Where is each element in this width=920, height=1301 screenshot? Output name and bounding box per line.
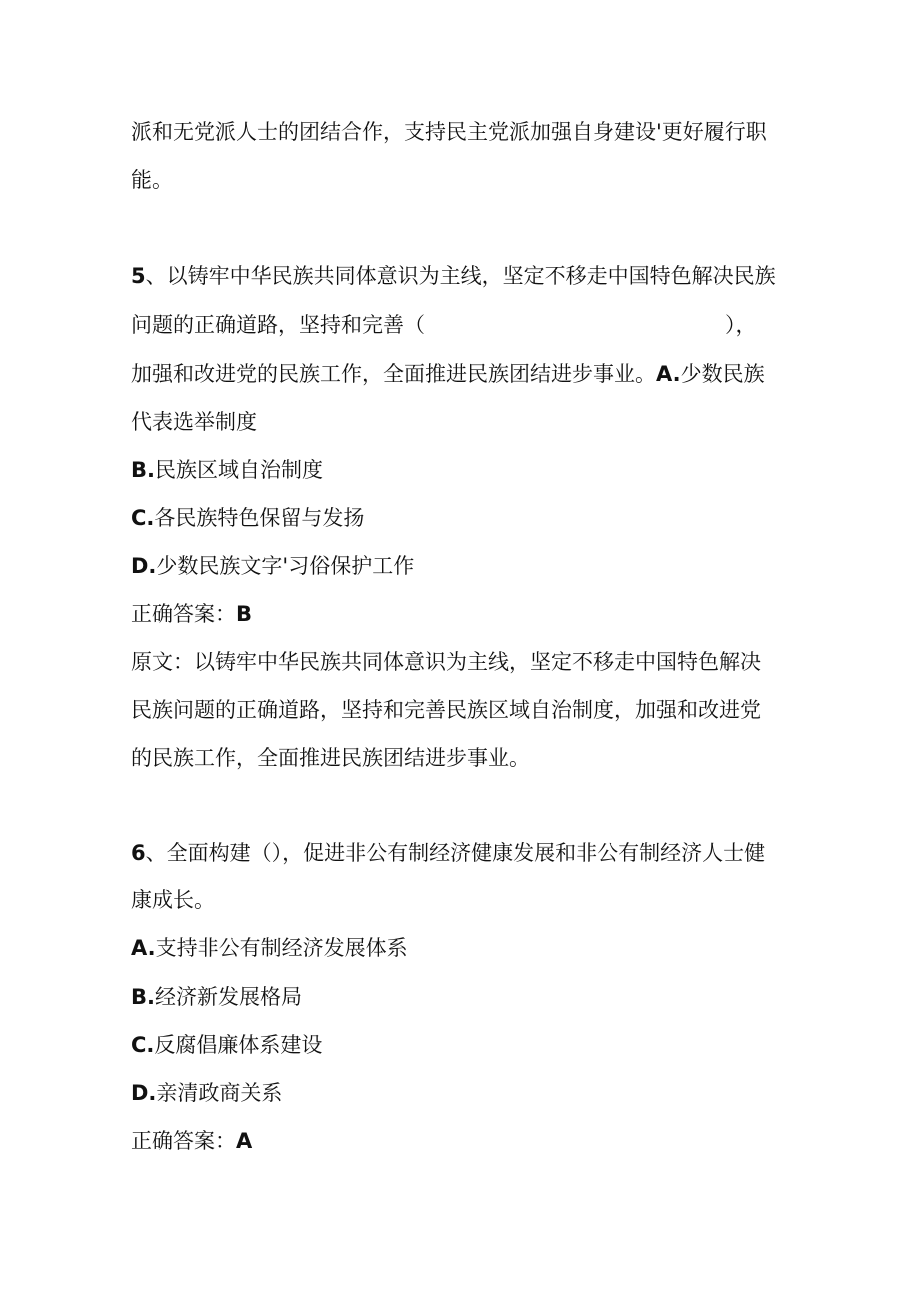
q6-answer-value: A — [236, 1129, 253, 1153]
q6-option-d — [131, 1079, 801, 1107]
q6-option-d-text: 亲清政商关系 — [156, 1081, 283, 1105]
q5-source-line-1: 原文：以铸牢中华民族共同体意识为主线，坚定不移走中国特色解决 — [131, 650, 761, 674]
q6-option-a — [131, 934, 801, 962]
q5-option-a-text-1: 少数民族 — [680, 362, 765, 386]
q5-source-line-3: 的民族工作，全面推进民族团结进步事业。 — [131, 746, 530, 770]
q6-option-d-letter: D. — [131, 1081, 157, 1105]
q5-stem-text-3: 加强和改进党的民族工作，全面推进民族团结进步事业。 — [131, 362, 656, 386]
q5-option-b — [131, 456, 801, 484]
q6-option-b-text: 经济新发展格局 — [154, 985, 302, 1009]
q6-stem-line-1 — [131, 839, 801, 867]
q5-option-c — [131, 504, 801, 532]
q5-option-a-letter: A. — [656, 362, 681, 386]
q5-stem-text-2a: 问题的正确道路，坚持和完善（ — [131, 313, 425, 337]
q5-option-a-line-2: 代表选举制度 — [131, 410, 257, 434]
q5-answer-value: B — [236, 602, 253, 626]
q5-stem-line-2 — [131, 311, 801, 339]
q5-stem-text-2b: ）， — [725, 313, 757, 337]
q5-answer — [131, 600, 801, 628]
q5-stem-text-1: 、以铸牢中华民族共同体意识为主线，坚定不移走中国特色解决民族 — [145, 264, 776, 288]
q5-option-b-text: 民族区域自治制度 — [154, 458, 323, 482]
q5-option-b-letter: B. — [131, 458, 155, 482]
intro-line-1: 派和无党派人士的团结合作，支持民主党派加强自身建设'更好履行职 — [131, 120, 767, 144]
q6-option-a-letter: A. — [131, 936, 156, 960]
intro-line-2: 能。 — [131, 168, 173, 192]
q5-option-d-text: 少数民族文字'习俗保护工作 — [156, 554, 415, 578]
q5-number: 5 — [131, 264, 146, 288]
q6-stem-line-2: 康成长。 — [131, 888, 215, 912]
q5-option-d — [131, 552, 801, 580]
q5-stem-line-1 — [131, 262, 801, 290]
q5-answer-label: 正确答案： — [131, 602, 236, 626]
q6-option-b-letter: B. — [131, 985, 155, 1009]
q5-source-line-2: 民族问题的正确道路，坚持和完善民族区域自治制度，加强和改进党 — [131, 698, 761, 722]
q6-stem-text-1: 、全面构建（），促进非公有制经济健康发展和非公有制经济人士健 — [145, 841, 766, 865]
q5-option-c-text: 各民族特色保留与发扬 — [154, 506, 365, 530]
q6-number: 6 — [131, 841, 146, 865]
q5-stem-line-3 — [131, 360, 801, 388]
q5-option-d-letter: D. — [131, 554, 157, 578]
q6-answer — [131, 1127, 801, 1155]
q5-option-c-letter: C. — [131, 506, 155, 530]
q6-option-a-text: 支持非公有制经济发展体系 — [155, 936, 408, 960]
q6-answer-label: 正确答案： — [131, 1129, 236, 1153]
q6-option-c — [131, 1031, 801, 1059]
q6-option-c-letter: C. — [131, 1033, 155, 1057]
q6-option-c-text: 反腐倡廉体系建设 — [154, 1033, 323, 1057]
q6-option-b — [131, 983, 801, 1011]
